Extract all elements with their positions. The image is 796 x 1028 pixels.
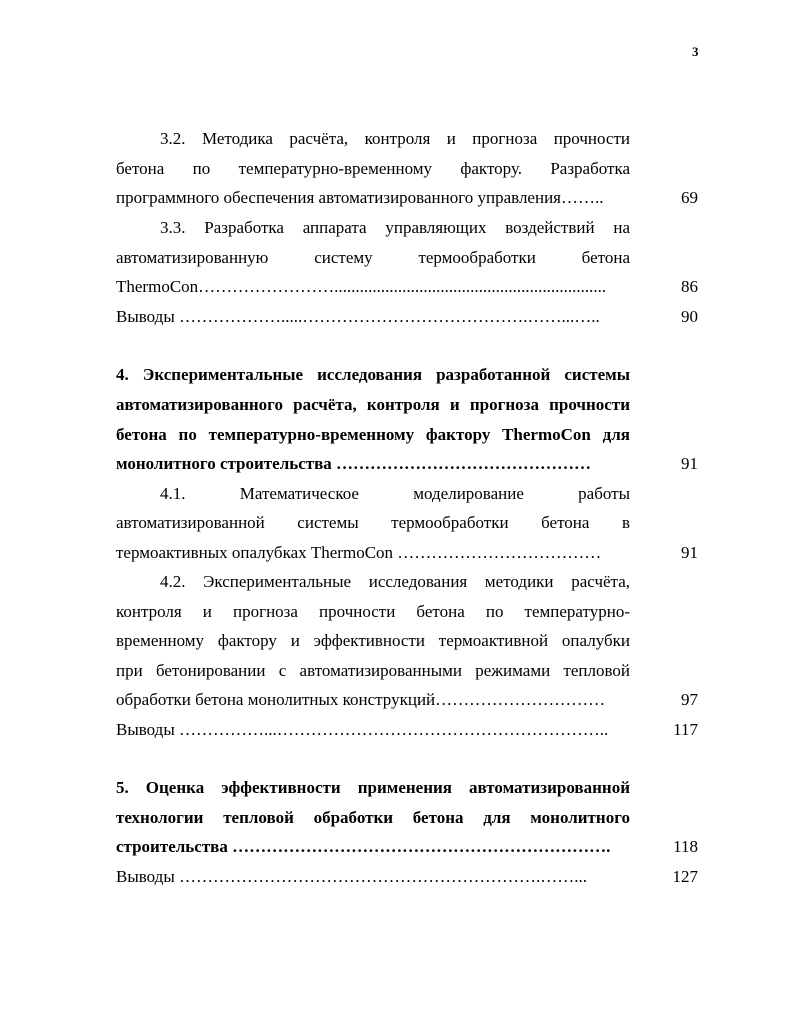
toc-line: термоактивных опалубках ThermoCon ……………………………… [116, 543, 602, 562]
toc-chapter-line: 4. Экспериментальные исследования разработанной системы [116, 365, 630, 384]
toc-line: 4.2. Экспериментальные исследования методики расчёта, [160, 572, 630, 591]
toc-line: бетона по температурно-временному фактору. Разработка [116, 159, 630, 178]
toc-page-ref: 91 [681, 454, 698, 473]
toc-line: контроля и прогноза прочности бетона по температурно- [116, 602, 630, 621]
toc-page-ref: 97 [681, 690, 698, 709]
toc-line: при бетонировании с автоматизированными режимами тепловой [116, 661, 630, 680]
toc-line: обработки бетона монолитных конструкций………………………… [116, 690, 606, 709]
toc-chapter-line: монолитного строительства ……………………………………… [116, 454, 592, 473]
toc-page-ref: 118 [673, 837, 698, 856]
toc-page-ref: 86 [681, 277, 698, 296]
toc-chapter-line: технологии тепловой обработки бетона для монолитного [116, 808, 630, 827]
toc-chapter-line: бетона по температурно-временному фактору ThermoCon для [116, 425, 630, 444]
page-number: 3 [692, 44, 699, 59]
toc-page-ref: 127 [672, 867, 698, 886]
toc-line: Выводы ……………………………………………………….……... [116, 867, 588, 886]
toc-line: Выводы ……………….....………………………………….……...….. [116, 307, 600, 326]
toc-line: автоматизированной системы термообработки бетона в [116, 513, 630, 532]
toc-page-ref: 117 [673, 720, 698, 739]
toc-chapter-line: автоматизированного расчёта, контроля и прогноза прочности [116, 395, 630, 414]
toc-chapter-line: 5. Оценка эффективности применения автоматизированной [116, 778, 630, 797]
toc-line: 3.2. Методика расчёта, контроля и прогноза прочности [160, 129, 630, 148]
toc-line: автоматизированную систему термообработки бетона [116, 248, 630, 267]
toc-line: 4.1. Математическое моделирование работы [160, 484, 630, 503]
toc-line: программного обеспечения автоматизированного управления…….. [116, 188, 604, 207]
toc-line: 3.3. Разработка аппарата управляющих воздействий на [160, 218, 630, 237]
toc-line: временному фактору и эффективности термоактивной опалубки [116, 631, 630, 650]
toc-page-ref: 90 [681, 307, 698, 326]
toc-line: ThermoCon……………………................................................................ [116, 277, 607, 296]
toc-chapter-line: строительства …………………………………………………………. [116, 837, 611, 856]
toc-line: Выводы ……………...………………………………………………….. [116, 720, 609, 739]
toc-page-ref: 91 [681, 543, 698, 562]
toc-page-ref: 69 [681, 188, 698, 207]
